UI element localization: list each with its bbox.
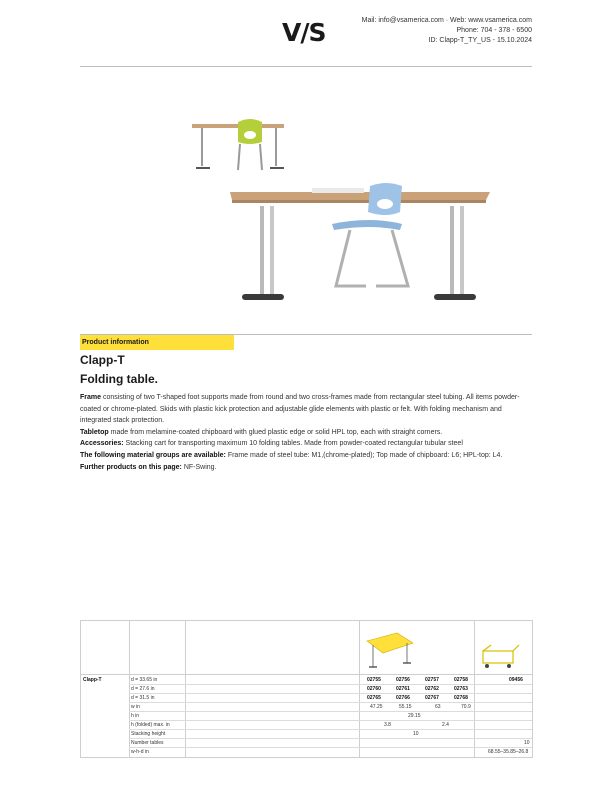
table-thumbnail-icon	[363, 627, 417, 671]
cart-dimensions-value: 68.55–35.85–26.8	[488, 749, 529, 755]
materials-paragraph	[80, 450, 534, 462]
contact-line: Mail: info@vsamerica.com · Web: www.vsamerica.com	[361, 17, 532, 24]
product-description	[80, 392, 534, 473]
further-text: NF-Swing.	[183, 463, 217, 471]
tabletop-paragraph	[80, 427, 534, 439]
header-row-divider	[81, 674, 532, 675]
green-chair	[238, 119, 262, 170]
row-label: d = 31.5 in	[131, 695, 155, 701]
row-label: h (folded) max. in	[131, 722, 170, 728]
product-subtitle: Folding table.	[80, 372, 158, 386]
frame-text: consisting of two T-shaped foot supports made from round and two cross-frames made from rectangular steel tubing. All items powder-coated or chrome-plated. Skids with plastic kick protection and adjustable glide elements with plastic or felt. With folding mechanism and integrated stack protection.	[80, 394, 520, 425]
brand-logo: V/S	[282, 18, 326, 47]
article-code: 02765	[367, 695, 381, 701]
width-value: 55.15	[399, 704, 412, 710]
phone-line: Phone: 704 - 378 - 6500	[456, 27, 532, 34]
further-label: Further products on this page:	[80, 463, 182, 471]
row-divider	[129, 747, 532, 748]
article-code: 02756	[396, 677, 410, 683]
document-id: ID: Clapp-T_TY_US - 15.10.2024	[428, 37, 532, 44]
header-divider	[80, 66, 532, 67]
article-code: 02766	[396, 695, 410, 701]
product-info-badge: Product information	[80, 335, 234, 350]
row-divider	[129, 720, 532, 721]
row-label: Stacking height	[131, 731, 166, 737]
materials-text: Frame made of steel tube: M1,(chrome-plated); Top made of chipboard: L6; HPL-top: L4.	[227, 451, 503, 459]
height-value: 29.15	[408, 713, 421, 719]
stacking-height-value: 10	[413, 731, 419, 737]
article-code: 02767	[425, 695, 439, 701]
article-code: 02763	[454, 686, 468, 692]
row-label: w in	[131, 704, 140, 710]
accessories-text: Stacking cart for transporting maximum 10 folding tables. Made from powder-coated rectangular tubular steel	[125, 440, 463, 448]
accessories-label: Accessories:	[80, 440, 124, 448]
row-divider	[129, 711, 532, 712]
article-code: 02755	[367, 677, 381, 683]
row-label: d = 27.6 in	[131, 686, 155, 692]
row-label: d = 33.65 in	[131, 677, 158, 683]
product-photo	[180, 100, 500, 315]
width-value: 70.9	[461, 704, 471, 710]
frame-label: Frame	[80, 394, 102, 401]
number-tables-value: 10	[524, 740, 530, 746]
materials-label: The following material groups are available:	[80, 451, 226, 459]
product-title: Clapp-T	[80, 353, 125, 367]
tabletop-label: Tabletop	[80, 428, 109, 436]
frame-paragraph	[80, 392, 534, 427]
tabletop-text: made from melamine-coated chipboard with glued plastic edge or solid HPL top, each with straight corners.	[110, 428, 443, 436]
folded-height-value: 3.8	[384, 722, 391, 728]
cart-thumbnail-icon	[479, 641, 523, 671]
article-code: 02761	[396, 686, 410, 692]
article-code: 02760	[367, 686, 381, 692]
row-divider	[129, 702, 532, 703]
contact-info	[362, 16, 532, 46]
col-divider	[474, 621, 475, 757]
width-value: 47.25	[370, 704, 383, 710]
col-divider	[129, 621, 130, 757]
folded-height-value: 2.4	[442, 722, 449, 728]
row-label: w-h-d in	[131, 749, 149, 755]
article-code: 02762	[425, 686, 439, 692]
article-code: 02768	[454, 695, 468, 701]
col-divider	[359, 621, 360, 757]
spec-table	[80, 620, 533, 758]
cart-article-code: 09456	[509, 677, 523, 683]
row-label: Number tables	[131, 740, 164, 746]
article-code: 02757	[425, 677, 439, 683]
width-value: 63	[435, 704, 441, 710]
row-divider	[129, 738, 532, 739]
col-divider	[185, 621, 186, 757]
row-divider	[129, 729, 532, 730]
article-code: 02758	[454, 677, 468, 683]
model-name: Clapp-T	[83, 677, 102, 683]
main-table	[230, 188, 490, 300]
row-divider	[129, 684, 532, 685]
row-label: h in	[131, 713, 140, 719]
row-divider	[129, 693, 532, 694]
accessories-paragraph	[80, 438, 534, 450]
further-paragraph	[80, 462, 534, 474]
